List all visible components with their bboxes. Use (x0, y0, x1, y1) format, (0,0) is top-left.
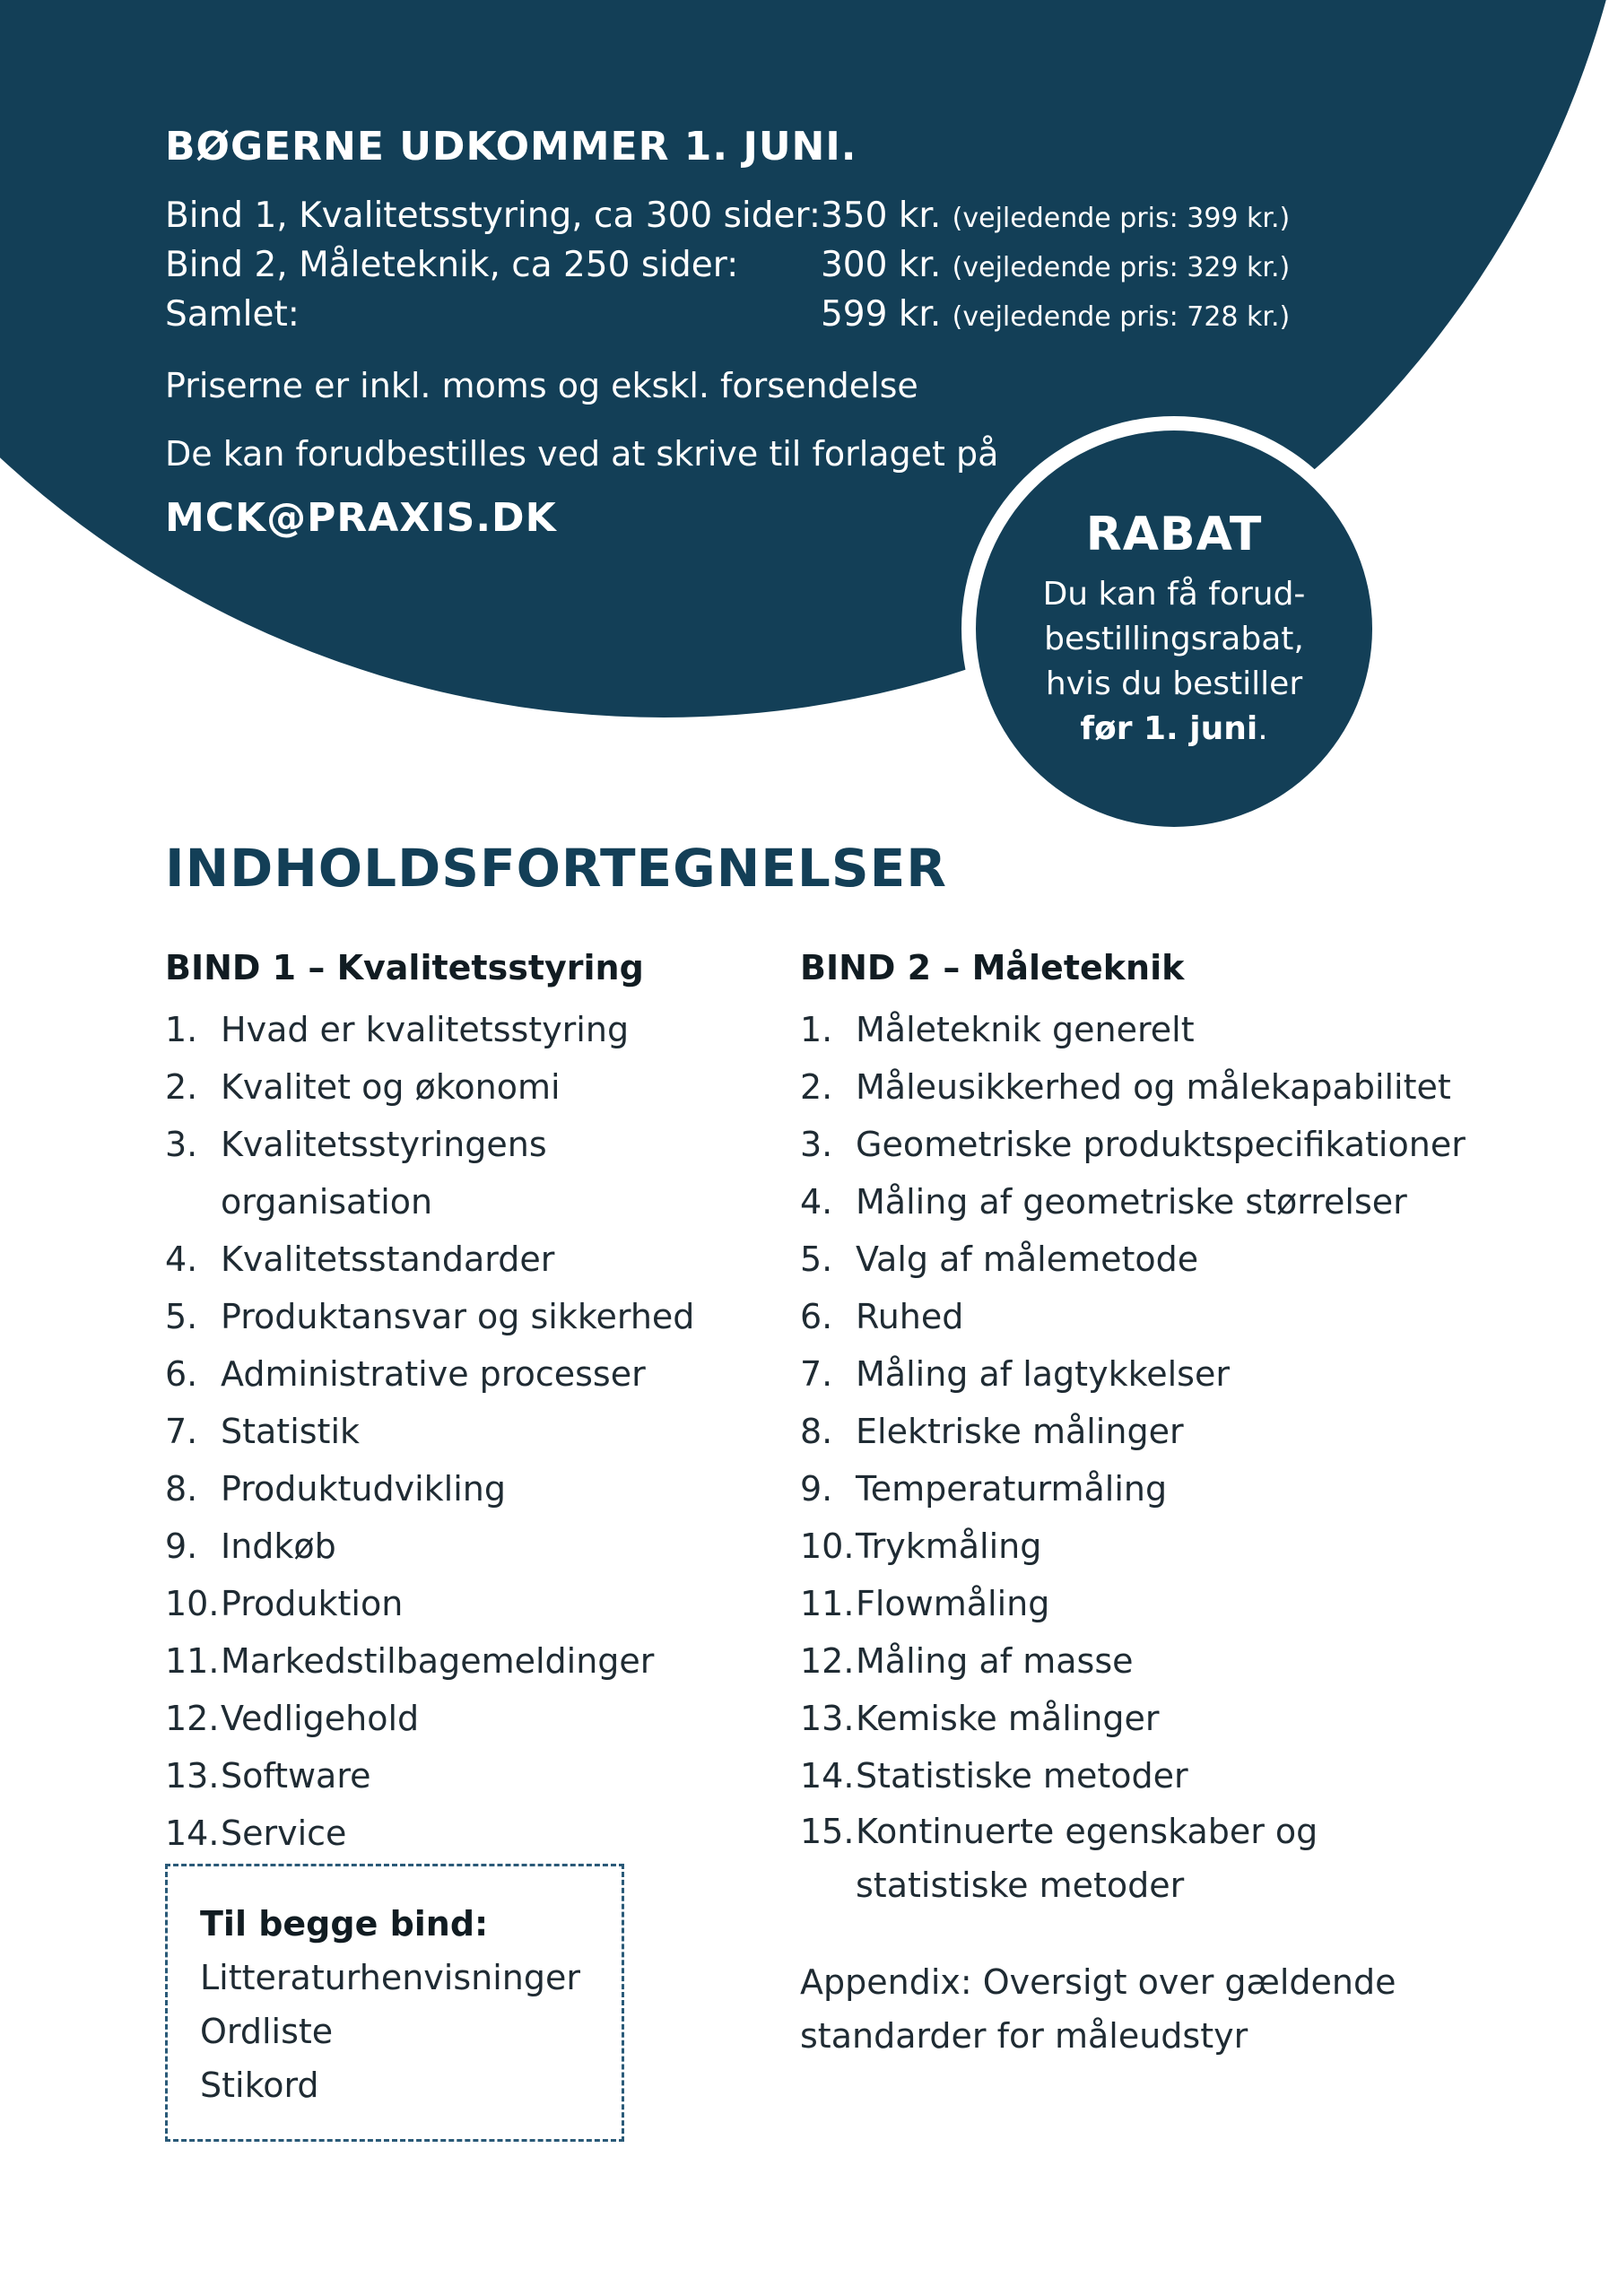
rabat-period: . (1257, 710, 1268, 747)
bind2-heading: BIND 2 – Måleteknik (800, 948, 1185, 987)
both-volumes-item: Litteraturhenvisninger (200, 1958, 580, 1997)
price-row (165, 242, 1290, 291)
chapter-title: Geometriske produktspecifikationer (856, 1125, 1466, 1164)
chapter-number: 13. (165, 1756, 220, 1796)
bind1-heading: BIND 1 – Kvalitetsstyring (165, 948, 644, 987)
price-cell (821, 291, 1290, 341)
chapter-number: 4. (165, 1239, 198, 1279)
chapter-title: Måling af geometriske størrelser (856, 1182, 1407, 1222)
list-item (800, 1575, 1482, 1632)
chapter-title: Administrative processer (221, 1354, 646, 1394)
price-label: Bind 1, Kvalitetsstyring, ca 300 sider: (165, 196, 821, 236)
both-volumes-title: Til begge bind: (200, 1904, 489, 1944)
price-table (165, 193, 1290, 341)
list-item (165, 1288, 757, 1345)
price-label: Samlet: (165, 294, 300, 335)
rabat-text-line: Du kan få forud- (1042, 576, 1306, 613)
rabat-text-line: bestillingsrabat, (1044, 621, 1304, 657)
chapter-title: Kontinuerte egenskaber og statistiske metoder (856, 1812, 1318, 1905)
list-item (165, 1747, 757, 1805)
chapter-number: 4. (800, 1182, 833, 1222)
chapter-title: Produktansvar og sikkerhed (221, 1297, 695, 1336)
list-item (165, 1518, 757, 1575)
price-value: 599 kr. (820, 294, 942, 335)
chapter-number: 10. (800, 1526, 855, 1566)
bind1-column (165, 945, 757, 1862)
order-email: MCK@PRAXIS.DK (165, 495, 557, 541)
chapter-number: 5. (800, 1239, 833, 1279)
rabat-badge (976, 430, 1372, 827)
chapter-title: Markedstilbagemeldinger (221, 1641, 655, 1681)
chapter-number: 14. (165, 1813, 220, 1853)
chapter-title: Kvalitet og økonomi (221, 1067, 561, 1107)
chapter-title: Statistiske metoder (856, 1756, 1188, 1796)
list-item (165, 1632, 757, 1690)
bind2-chapter-list (800, 1001, 1482, 1912)
price-cell (821, 193, 1290, 242)
list-item (800, 1173, 1482, 1231)
price-row (165, 193, 1290, 242)
list-item (800, 1518, 1482, 1575)
both-volumes-item: Ordliste (200, 2012, 334, 2051)
chapter-title: Trykmåling (856, 1526, 1042, 1566)
chapter-number: 7. (800, 1354, 833, 1394)
chapter-number: 2. (165, 1067, 198, 1107)
rabat-text-line: hvis du bestiller (1045, 665, 1303, 702)
chapter-title: Vedligehold (221, 1699, 420, 1738)
chapter-title: Måleteknik generelt (856, 1010, 1195, 1049)
chapter-title: Hvad er kvalitetsstyring (221, 1010, 630, 1049)
chapter-number: 10. (165, 1584, 220, 1623)
price-row (165, 291, 1290, 341)
chapter-title: Kvalitetsstandarder (221, 1239, 555, 1279)
rabat-text-line (976, 707, 1372, 752)
price-info: Priserne er inkl. moms og ekskl. forsendelse (165, 366, 918, 405)
chapter-number: 11. (165, 1641, 220, 1681)
chapter-title: Statistik (221, 1412, 361, 1451)
chapter-number: 2. (800, 1067, 833, 1107)
list-item (165, 1805, 757, 1862)
both-volumes-item: Stikord (200, 2066, 319, 2105)
chapter-number: 1. (165, 1010, 198, 1049)
chapter-title: Produktion (221, 1584, 404, 1623)
chapter-title: Valg af målemetode (856, 1239, 1199, 1279)
chapter-title: Elektriske målinger (856, 1412, 1184, 1451)
price-note: (vejledende pris: 728 kr.) (952, 301, 1291, 333)
chapter-title: Software (221, 1756, 371, 1796)
list-item (800, 1805, 1482, 1912)
chapter-number: 14. (800, 1756, 855, 1796)
list-item (165, 1345, 757, 1403)
list-item (165, 1001, 757, 1058)
list-item (165, 1058, 757, 1116)
chapter-number: 9. (165, 1526, 198, 1566)
chapter-number: 5. (165, 1297, 198, 1336)
toc-title: INDHOLDSFORTEGNELSER (165, 838, 947, 899)
chapter-title: Kvalitetsstyringens organisation (221, 1125, 547, 1222)
rabat-deadline: før 1. juni (1080, 710, 1258, 747)
bind2-column (800, 945, 1482, 1912)
chapter-number: 8. (165, 1469, 198, 1509)
list-item (800, 1632, 1482, 1690)
chapter-title: Indkøb (221, 1526, 336, 1566)
chapter-number: 6. (800, 1297, 833, 1336)
appendix-note: Appendix: Oversigt over gældende standarder for måleudstyr (800, 1962, 1396, 2056)
chapter-number: 12. (165, 1699, 220, 1738)
chapter-title: Produktudvikling (221, 1469, 506, 1509)
list-item (165, 1231, 757, 1288)
list-item (165, 1403, 757, 1460)
list-item (800, 1288, 1482, 1345)
chapter-number: 9. (800, 1469, 833, 1509)
chapter-number: 6. (165, 1354, 198, 1394)
price-label: Bind 2, Måleteknik, ca 250 sider: (165, 245, 739, 285)
chapter-number: 8. (800, 1412, 833, 1451)
list-item (165, 1460, 757, 1518)
price-note: (vejledende pris: 329 kr.) (952, 252, 1291, 283)
chapter-title: Service (221, 1813, 347, 1853)
chapter-title: Måling af masse (856, 1641, 1134, 1681)
price-note: (vejledende pris: 399 kr.) (952, 203, 1291, 234)
chapter-number: 13. (800, 1699, 855, 1738)
bind1-chapter-list (165, 1001, 757, 1862)
chapter-number: 7. (165, 1412, 198, 1451)
list-item (800, 1001, 1482, 1058)
list-item (800, 1345, 1482, 1403)
chapter-number: 11. (800, 1584, 855, 1623)
chapter-title: Ruhed (856, 1297, 964, 1336)
price-value: 300 kr. (820, 245, 942, 285)
rabat-title: RABAT (1085, 508, 1263, 561)
chapter-number: 3. (165, 1125, 198, 1164)
chapter-title: Temperaturmåling (856, 1469, 1168, 1509)
list-item (800, 1690, 1482, 1747)
list-item (800, 1747, 1482, 1805)
price-value: 350 kr. (820, 196, 942, 236)
list-item (800, 1403, 1482, 1460)
chapter-number: 12. (800, 1641, 855, 1681)
chapter-title: Flowmåling (856, 1584, 1050, 1623)
list-item (800, 1231, 1482, 1288)
chapter-title: Måling af lagtykkelser (856, 1354, 1230, 1394)
chapter-number: 3. (800, 1125, 833, 1164)
chapter-number: 1. (800, 1010, 833, 1049)
chapter-title: Kemiske målinger (856, 1699, 1160, 1738)
list-item (165, 1575, 757, 1632)
release-heading: BØGERNE UDKOMMER 1. JUNI. (165, 124, 857, 170)
list-item (800, 1460, 1482, 1518)
chapter-title: Måleusikkerhed og målekapabilitet (856, 1067, 1451, 1107)
list-item (800, 1058, 1482, 1116)
both-volumes-box (165, 1864, 624, 2142)
chapter-number: 15. (800, 1812, 855, 1851)
order-info: De kan forudbestilles ved at skrive til forlaget på (165, 434, 999, 474)
list-item (165, 1116, 757, 1231)
price-cell (821, 242, 1290, 291)
list-item (165, 1690, 757, 1747)
list-item (800, 1116, 1482, 1173)
